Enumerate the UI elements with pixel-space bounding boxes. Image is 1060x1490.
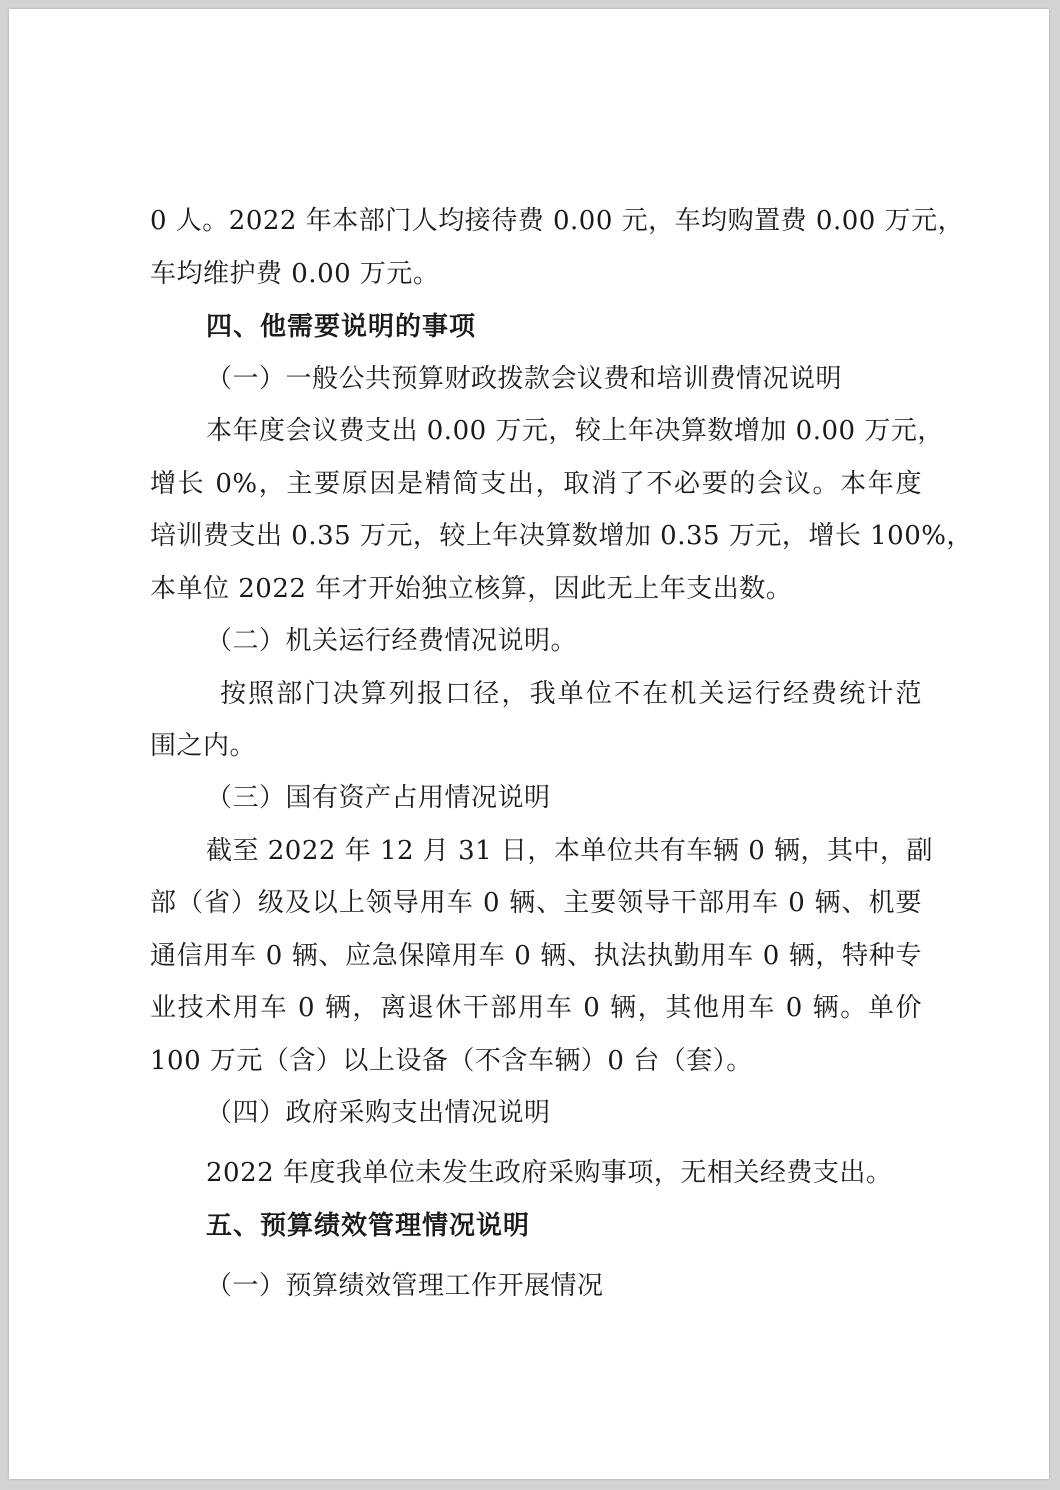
body-text-line: 本单位 2022 年才开始独立核算，因此无上年支出数。 [150,574,793,604]
subsection-heading: （四）政府采购支出情况说明 [206,1098,551,1128]
body-text-line: 2022 年度我单位未发生政府采购事项，无相关经费支出。 [206,1158,893,1188]
body-text-line: 通信用车 0 辆、应急保障用车 0 辆、执法执勤用车 0 辆，特种专 [150,941,922,971]
subsection-heading: （一）预算绩效管理工作开展情况 [206,1271,604,1301]
body-text-line: 按照部门决算列报口径，我单位不在机关运行经费统计范 [220,679,922,709]
body-text-line: 培训费支出 0.35 万元，较上年决算数增加 0.35 万元，增长 100%， [150,521,973,551]
body-text-line: 围之内。 [150,731,257,761]
body-text-line: 本年度会议费支出 0.00 万元，较上年决算数增加 0.00 万元， [206,416,944,446]
body-text-line: 部（省）级及以上领导用车 0 辆、主要领导干部用车 0 辆、机要 [150,888,922,918]
section-heading: 四、他需要说明的事项 [206,312,477,342]
document-page [9,9,1049,1479]
subsection-heading: （一）一般公共预算财政拨款会议费和培训费情况说明 [206,364,843,394]
subsection-heading: （二）机关运行经费情况说明。 [206,626,578,656]
subsection-heading: （三）国有资产占用情况说明 [206,783,551,813]
body-text-line: 100 万元（含）以上设备（不含车辆）0 台（套）。 [150,1046,753,1076]
section-heading: 五、预算绩效管理情况说明 [206,1211,531,1241]
body-text-line: 业技术用车 0 辆，离退休干部用车 0 辆，其他用车 0 辆。单价 [150,993,922,1023]
body-text-line: 截至 2022 年 12 月 31 日，本单位共有车辆 0 辆，其中，副 [206,836,933,866]
body-text-line: 0 人。2022 年本部门人均接待费 0.00 元，车均购置费 0.00 万元， [150,206,965,236]
body-text-line: 车均维护费 0.00 万元。 [150,259,440,289]
body-text-line: 增长 0%，主要原因是精简支出，取消了不必要的会议。本年度 [150,469,922,499]
